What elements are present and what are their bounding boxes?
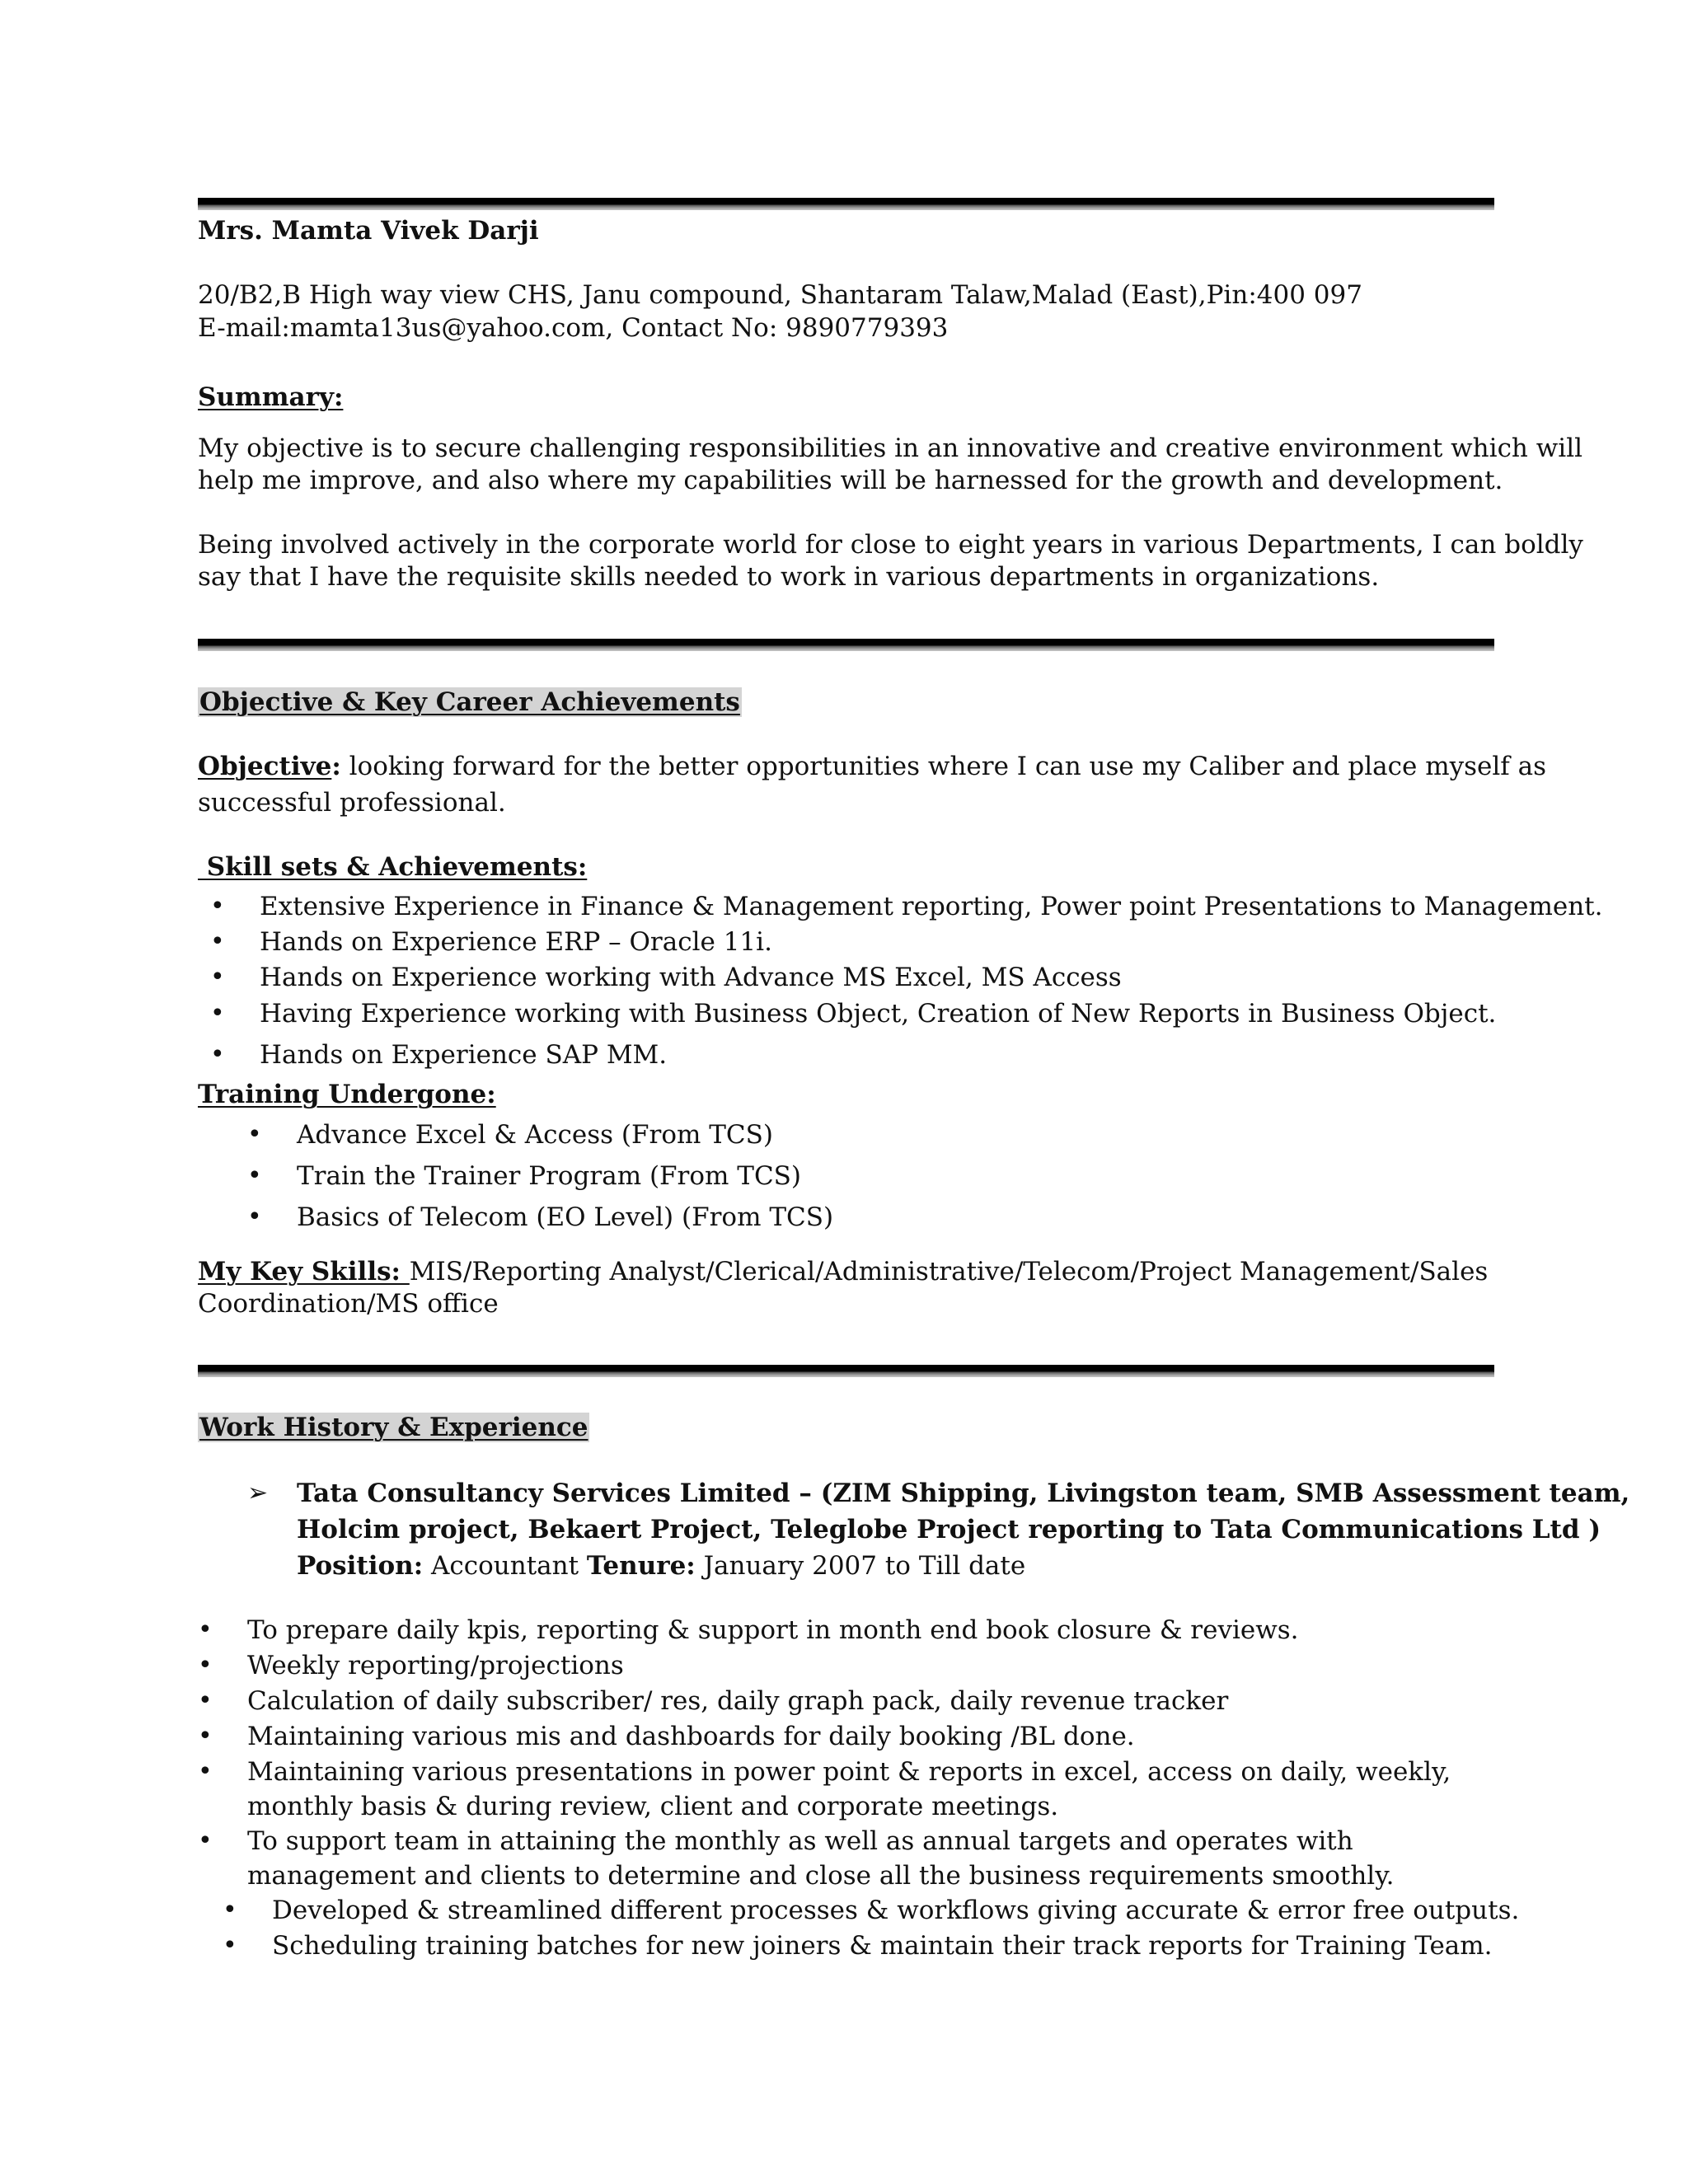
- bullet-icon: •: [247, 1161, 262, 1190]
- skill-item: Hands on Experience ERP – Oracle 11i.: [260, 927, 772, 957]
- objective-section-heading: [198, 686, 742, 719]
- work-section-heading-text: Work History & Experience: [199, 1413, 588, 1442]
- objective-line-2: successful professional.: [198, 788, 506, 818]
- company-line: Tata Consultancy Services Limited – (ZIM Shipping, Livingston team, SMB Assessment team,: [297, 1479, 1630, 1508]
- tenure-label: Tenure:: [586, 1551, 696, 1581]
- bullet-icon: •: [210, 892, 225, 921]
- key-skills-line: [198, 1255, 1488, 1288]
- section-divider: [198, 198, 1494, 210]
- bullet-icon: •: [198, 1651, 213, 1680]
- candidate-name: Mrs. Mamta Vivek Darji: [198, 216, 539, 246]
- bullet-icon: •: [210, 963, 225, 991]
- skill-item: Extensive Experience in Finance & Management reporting, Power point Presentations to Management.: [260, 892, 1603, 921]
- bullet-icon: •: [210, 1040, 225, 1069]
- bullet-icon: •: [210, 999, 225, 1028]
- key-skills-label: My Key Skills:: [198, 1257, 410, 1286]
- summary-heading: Summary:: [198, 382, 344, 412]
- bullet-icon: •: [198, 1722, 213, 1750]
- skill-item: Having Experience working with Business Object, Creation of New Reports in Business Object.: [260, 999, 1497, 1029]
- skill-item: Hands on Experience SAP MM.: [260, 1040, 668, 1070]
- work-section-heading: [198, 1411, 589, 1444]
- duty-item: Maintaining various mis and dashboards for daily booking /BL done.: [247, 1722, 1135, 1751]
- objective-label: Objective: [198, 752, 332, 781]
- training-heading: Training Undergone:: [198, 1080, 496, 1109]
- address-line: 20/B2,B High way view CHS, Janu compound, Shantaram Talaw,Malad (East),Pin:400 097: [198, 280, 1362, 310]
- objective-section-heading-text: Objective & Key Career Achievements: [199, 687, 740, 717]
- tenure-value: January 2007 to Till date: [695, 1551, 1026, 1581]
- skill-item: Hands on Experience working with Advance MS Excel, MS Access: [260, 963, 1122, 992]
- section-divider: [198, 639, 1494, 651]
- bullet-icon: •: [223, 1931, 237, 1960]
- position-label: Position:: [297, 1551, 424, 1581]
- contact-line: E-mail:mamta13us@yahoo.com, Contact No: 9890779393: [198, 313, 949, 343]
- skills-heading: Skill sets & Achievements:: [198, 852, 588, 882]
- duty-item-continuation: management and clients to determine and close all the business requirements smoothly.: [247, 1861, 1395, 1891]
- summary-line: Being involved actively in the corporate world for close to eight years in various Departments, I can boldly: [198, 530, 1583, 560]
- company-line: Holcim project, Bekaert Project, Teleglobe Project reporting to Tata Communications Ltd ): [297, 1515, 1601, 1544]
- summary-line: help me improve, and also where my capabilities will be harnessed for the growth and development.: [198, 466, 1503, 495]
- bullet-icon: •: [247, 1120, 262, 1149]
- bullet-icon: •: [198, 1826, 213, 1855]
- training-item: Advance Excel & Access (From TCS): [297, 1120, 773, 1150]
- position-tenure-line: [297, 1549, 1025, 1582]
- arrow-bullet-icon: ➢: [247, 1479, 269, 1507]
- summary-line: My objective is to secure challenging responsibilities in an innovative and creative environment which will: [198, 434, 1583, 463]
- bullet-icon: •: [198, 1686, 213, 1715]
- objective-colon: :: [331, 752, 341, 781]
- duty-item: To support team in attaining the monthly as well as annual targets and operates with: [247, 1826, 1353, 1856]
- duty-item: Calculation of daily subscriber/ res, daily graph pack, daily revenue tracker: [247, 1686, 1229, 1716]
- duty-item: To prepare daily kpis, reporting & support in month end book closure & reviews.: [247, 1615, 1299, 1645]
- key-skills-line-2: Coordination/MS office: [198, 1289, 499, 1319]
- training-item: Basics of Telecom (EO Level) (From TCS): [297, 1202, 834, 1232]
- bullet-icon: •: [247, 1202, 262, 1231]
- objective-line: [198, 750, 1546, 783]
- bullet-icon: •: [223, 1896, 237, 1924]
- summary-line: say that I have the requisite skills needed to work in various departments in organizations.: [198, 562, 1380, 592]
- duty-item: Weekly reporting/projections: [247, 1651, 624, 1680]
- position-value: Accountant: [423, 1551, 587, 1581]
- bullet-icon: •: [210, 927, 225, 956]
- key-skills-text: MIS/Reporting Analyst/Clerical/Administrative/Telecom/Project Management/Sales: [409, 1257, 1489, 1286]
- bullet-icon: •: [198, 1757, 213, 1786]
- duty-item: Scheduling training batches for new joiners & maintain their track reports for Training Team.: [272, 1931, 1493, 1961]
- training-item: Train the Trainer Program (From TCS): [297, 1161, 802, 1191]
- duty-item: Maintaining various presentations in power point & reports in excel, access on daily, weekly,: [247, 1757, 1451, 1787]
- duty-item: Developed & streamlined different processes & workflows giving accurate & error free outputs.: [272, 1896, 1520, 1925]
- duty-item-continuation: monthly basis & during review, client and corporate meetings.: [247, 1792, 1059, 1821]
- objective-text: looking forward for the better opportunities where I can use my Caliber and place myself as: [340, 752, 1547, 781]
- bullet-icon: •: [198, 1615, 213, 1644]
- section-divider: [198, 1365, 1494, 1377]
